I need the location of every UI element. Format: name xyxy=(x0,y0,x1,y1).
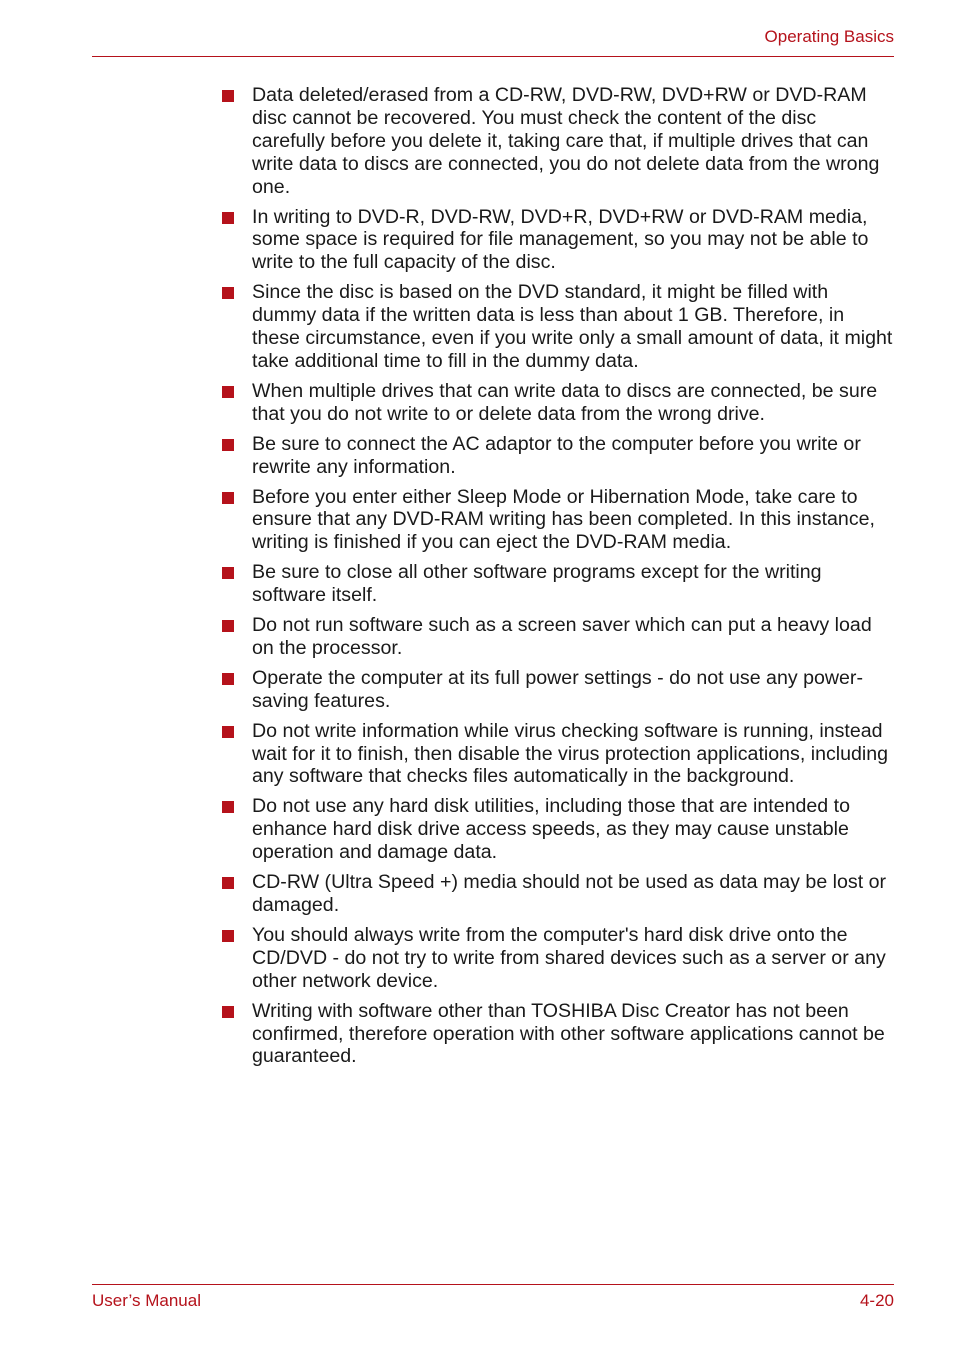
square-bullet-icon xyxy=(222,1006,234,1018)
footer-page-number: 4-20 xyxy=(859,1291,894,1310)
bullet-text: Be sure to connect the AC adaptor to the computer before you write or rewrite any information. xyxy=(252,432,861,478)
square-bullet-icon xyxy=(222,567,234,579)
bullet-text: Do not write information while virus checking software is running, instead wait for it to finish, then disable the virus protection applications, including any software that checks files automatically in the background. xyxy=(252,719,889,788)
list-item xyxy=(222,614,894,660)
square-bullet-icon xyxy=(222,801,234,813)
list-item xyxy=(222,924,894,993)
square-bullet-icon xyxy=(222,673,234,685)
square-bullet-icon xyxy=(222,877,234,889)
list-item xyxy=(222,667,894,713)
bullet-text: Data deleted/erased from a CD-RW, DVD-RW, DVD+RW or DVD-RAM disc cannot be recovered. You must check the content of the disc carefully before you delete it, taking care that, if multiple drives that can write data to discs are connected, you do not delete data from the wrong one. xyxy=(252,84,880,198)
bullet-text: You should always write from the computer's hard disk drive onto the CD/DVD - do not try to write from shared devices such as a server or any other network device. xyxy=(252,923,886,992)
square-bullet-icon xyxy=(222,492,234,504)
bullet-text: Be sure to close all other software programs except for the writing software itself. xyxy=(252,561,822,607)
list-item xyxy=(222,281,894,373)
bullet-text: CD-RW (Ultra Speed +) media should not be used as data may be lost or damaged. xyxy=(252,871,887,916)
bullet-text: Before you enter either Sleep Mode or Hibernation Mode, take care to ensure that any DVD-RAM writing has been completed. In this instance, writing is finished if you can eject the DVD-RAM media. xyxy=(252,485,875,554)
list-item xyxy=(222,486,894,555)
list-item xyxy=(222,795,894,864)
square-bullet-icon xyxy=(222,287,234,299)
bullet-list xyxy=(222,84,894,1075)
list-item xyxy=(222,720,894,789)
header-rule xyxy=(92,56,894,57)
list-item xyxy=(222,433,894,479)
square-bullet-icon xyxy=(222,726,234,738)
bullet-text: When multiple drives that can write data to discs are connected, be sure that you do not write to or delete data from the wrong drive. xyxy=(252,379,878,425)
bullet-text: Do not run software such as a screen saver which can put a heavy load on the processor. xyxy=(252,614,872,659)
square-bullet-icon xyxy=(222,620,234,632)
list-item xyxy=(222,1000,894,1069)
list-item xyxy=(222,206,894,275)
bullet-text: Do not use any hard disk utilities, including those that are intended to enhance hard disk drive access speeds, as they may cause unstable operation and damage data. xyxy=(252,795,850,864)
bullet-text: In writing to DVD-R, DVD-RW, DVD+R, DVD+RW or DVD-RAM media, some space is required for file management, so you may not be able to write to the full capacity of the disc. xyxy=(252,205,869,274)
list-item xyxy=(222,561,894,607)
square-bullet-icon xyxy=(222,212,234,224)
list-item xyxy=(222,871,894,917)
footer-manual-label: User’s Manual xyxy=(92,1291,201,1310)
list-item xyxy=(222,84,894,199)
bullet-text: Since the disc is based on the DVD standard, it might be filled with dummy data if the written data is less than about 1 GB. Therefore, in these circumstance, even if you write only a small amount of data, it might take additional time to fill in the dummy data. xyxy=(252,281,893,372)
square-bullet-icon xyxy=(222,386,234,398)
bullet-text: Writing with software other than TOSHIBA Disc Creator has not been confirmed, therefore operation with other software applications cannot be guaranteed. xyxy=(252,999,885,1068)
bullet-text: Operate the computer at its full power settings - do not use any power-saving features. xyxy=(252,666,863,712)
header-section-title: Operating Basics xyxy=(764,27,894,46)
square-bullet-icon xyxy=(222,439,234,451)
footer-rule xyxy=(92,1284,894,1285)
list-item xyxy=(222,380,894,426)
square-bullet-icon xyxy=(222,930,234,942)
square-bullet-icon xyxy=(222,90,234,102)
